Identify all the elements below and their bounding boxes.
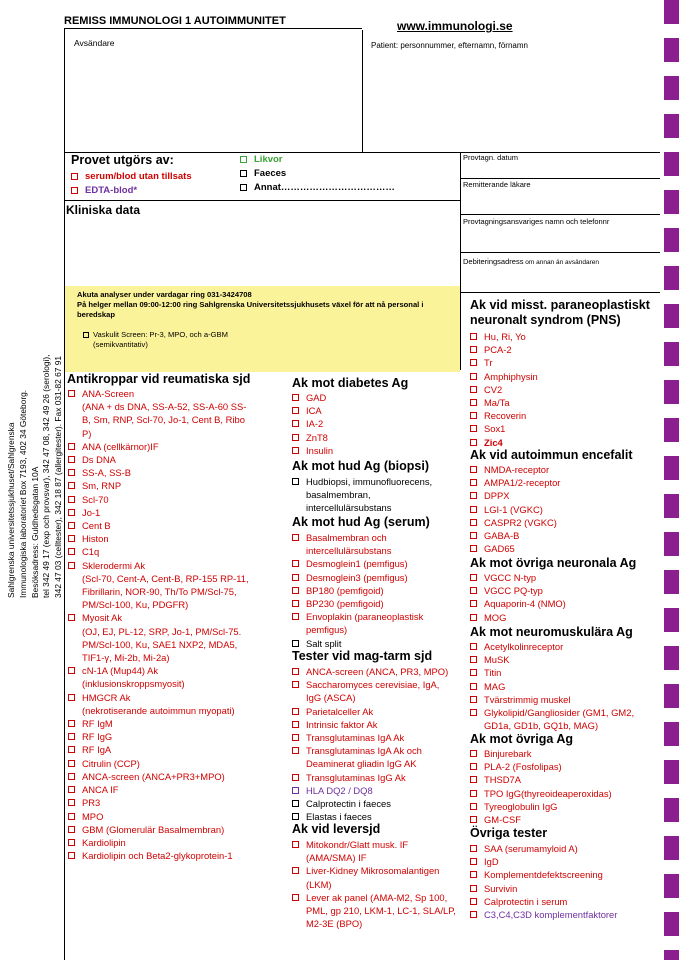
bp230-option[interactable]: BP230 (pemfigoid): [292, 597, 457, 610]
sampling-date-label: Provtagn. datum: [463, 153, 519, 162]
tr-option[interactable]: Tr: [470, 356, 538, 369]
myosit-option[interactable]: Myosit Ak: [68, 611, 254, 624]
ama-sma-option[interactable]: Mitokondr/Glatt musk. IF (AMA/SMA) IF: [292, 838, 457, 864]
likvor-option[interactable]: Likvor: [240, 153, 395, 167]
bp180-option[interactable]: BP180 (pemfigoid): [292, 584, 457, 597]
desmoglein3-option[interactable]: Desmoglein3 (pemfigus): [292, 571, 457, 584]
skin-biopsy-heading: Ak mot hud Ag (biopsi): [292, 459, 430, 473]
parietalceller-option[interactable]: Parietalceller Ak: [292, 705, 457, 718]
urgent-box: [65, 286, 460, 372]
desmoglein1-option[interactable]: Desmoglein1 (pemfigus): [292, 557, 457, 570]
ssa-ssb-option[interactable]: SS-A, SS-B: [68, 466, 254, 479]
gabab-option[interactable]: GABA-B: [470, 529, 560, 542]
vgcc-n-option[interactable]: VGCC N-typ: [470, 571, 566, 584]
anca-screen-option[interactable]: ANCA-screen (ANCA+PR3+MPO): [68, 770, 254, 783]
ampa-option[interactable]: AMPA1/2-receptor: [470, 476, 560, 489]
ana-if-option[interactable]: ANA (cellkärnor)IF: [68, 440, 254, 453]
basalmembran-option[interactable]: Basalmembran och intercellulärsubstans: [292, 531, 457, 557]
insulin-option[interactable]: Insulin: [292, 444, 333, 457]
mpo-option[interactable]: MPO: [68, 810, 254, 823]
kardiolipin-beta2-option[interactable]: Kardiolipin och Beta2-glykoprotein-1: [68, 849, 254, 862]
calprotectin-faeces-option[interactable]: Calprotectin i faeces: [292, 797, 457, 810]
dsdna-option[interactable]: Ds DNA: [68, 453, 254, 466]
rf-igg-option[interactable]: RF IgG: [68, 730, 254, 743]
pns-list: [470, 330, 538, 449]
other-tests-heading: Övriga tester: [470, 826, 548, 840]
patient-label: Patient: personnummer, efternamn, förnamn: [371, 41, 528, 50]
scl70-option[interactable]: Scl-70: [68, 493, 254, 506]
saa-option[interactable]: SAA (serumamyloid A): [470, 842, 617, 855]
ttg-gliadin-option[interactable]: Transglutaminas IgA Ak och Deaminerat gliadin IgG AK: [292, 744, 457, 770]
hmgcr-option[interactable]: HMGCR Ak: [68, 691, 254, 704]
neuronal-list: [470, 571, 566, 624]
sklerodermi-option[interactable]: Sklerodermi Ak: [68, 559, 254, 572]
skin-serum-list: [292, 531, 457, 650]
pr3-option[interactable]: PR3: [68, 796, 254, 809]
skin-serum-heading: Ak mot hud Ag (serum): [292, 515, 430, 529]
znt8-option[interactable]: ZnT8: [292, 431, 333, 444]
other-ag-list: [470, 747, 612, 826]
diabetes-list: [292, 391, 333, 457]
urgent-line-2: På helger mellan 09:00-12:00 ring Sahlgrenska Universitetssjukhusets växel för att nå personal i beredskap: [77, 300, 424, 319]
gi-list: [292, 665, 457, 823]
urgent-line-1: Akuta analyser under vardagar ring 031-3424708: [77, 290, 252, 299]
histon-option[interactable]: Histon: [68, 532, 254, 545]
rheum-list: [68, 387, 254, 862]
ma-ta-option[interactable]: Ma/Ta: [470, 396, 538, 409]
anca-if-option[interactable]: ANCA IF: [68, 783, 254, 796]
other-ag-heading: Ak mot övriga Ag: [470, 732, 574, 746]
intrinsic-factor-option[interactable]: Intrinsic faktor Ak: [292, 718, 457, 731]
komplementfaktorer-option[interactable]: C3,C4,C3D komplementfaktorer: [470, 908, 617, 921]
diabetes-heading: Ak mot diabetes Ag: [292, 376, 409, 390]
elastas-option[interactable]: Elastas i faeces: [292, 810, 457, 823]
gangliosider-option[interactable]: Glykolipid/Gangliosider (GM1, GM2, GD1a, GD1b, GQ1b, MAG): [470, 706, 660, 732]
tvarstrimmig-option[interactable]: Tvärstrimmig muskel: [470, 693, 660, 706]
vasculitis-option[interactable]: Vaskulit Screen: Pr-3, MPO, och a-GBM (semikvantitativ): [77, 330, 448, 350]
gmcsf-option[interactable]: GM-CSF: [470, 813, 612, 826]
faeces-option[interactable]: Faeces: [240, 167, 395, 181]
achr-option[interactable]: Acetylkolinreceptor: [470, 640, 660, 653]
sklerodermi-detail: (Scl-70, Cent-A, Cent-B, RP-155 RP-11, Fibrillarin, NOR-90, Th/To PM/Scl-75, PM/Scl-100, Ku, PDGFR): [82, 572, 249, 611]
myosit-detail: (OJ, EJ, PL-12, SRP, Jo-1, PM/Scl-75. PM/Scl-100, Ku, SAE1 NXP2, MDA5, TIF1-γ, Mi-2b, Mi-2a): [82, 625, 242, 664]
encephalitis-list: [470, 463, 560, 555]
referring-doctor-label: Remitterande läkare: [463, 180, 531, 189]
jo1-option[interactable]: Jo-1: [68, 506, 254, 519]
cn1a-option[interactable]: cN-1A (Mup44) Ak: [68, 664, 254, 677]
clinical-data-heading: Kliniska data: [66, 203, 141, 217]
gi-anca-option[interactable]: ANCA-screen (ANCA, PR3, MPO): [292, 665, 457, 678]
vgcc-pq-option[interactable]: VGCC PQ-typ: [470, 584, 566, 597]
komplementdefekt-option[interactable]: Komplementdefektscreening: [470, 868, 617, 881]
hmgcr-detail: (nekrotiserande autoimmun myopati): [82, 704, 235, 716]
mog-option[interactable]: MOG: [470, 611, 566, 624]
sample-options-right: [240, 153, 395, 195]
gad65-option[interactable]: GAD65: [470, 542, 560, 555]
other-tests-list: [470, 842, 617, 921]
rheum-heading: Antikroppar vid reumatiska sjd: [67, 372, 251, 386]
mag-option[interactable]: MAG: [470, 680, 660, 693]
cn1a-detail: (inklusionskroppsmyosit): [82, 678, 185, 690]
c1q-option[interactable]: C1q: [68, 545, 254, 558]
titin-option[interactable]: Titin: [470, 666, 660, 679]
musk-option[interactable]: MuSK: [470, 653, 660, 666]
ica-option[interactable]: ICA: [292, 404, 333, 417]
neuromuscular-list: [470, 640, 660, 732]
tyreoglobulin-option[interactable]: Tyreoglobulin IgG: [470, 800, 612, 813]
recoverin-option[interactable]: Recoverin: [470, 409, 538, 422]
calprotectin-serum-option[interactable]: Calprotectin i serum: [470, 895, 617, 908]
edta-option[interactable]: EDTA-blod*: [71, 184, 192, 198]
nmda-option[interactable]: NMDA-receptor: [470, 463, 560, 476]
neuronal-heading: Ak mot övriga neuronala Ag: [470, 556, 637, 570]
centb-option[interactable]: Cent B: [68, 519, 254, 532]
thsd7a-option[interactable]: THSD7A: [470, 773, 612, 786]
gad-option[interactable]: GAD: [292, 391, 333, 404]
lkm-option[interactable]: Liver-Kidney Mikrosomalantigen (LKM): [292, 864, 457, 890]
hudbiopsi-option[interactable]: Hudbiopsi, immunofluorecens, basalmembran, intercellulärsubstans: [292, 475, 457, 515]
serum-option[interactable]: serum/blod utan tillsats: [71, 170, 192, 184]
tpo-option[interactable]: TPO IgG(thyreoideaperoxidas): [470, 787, 612, 800]
pns-heading: Ak vid misst. paraneoplastiskt neuronalt syndrom (PNS): [470, 298, 650, 327]
salt-split-option[interactable]: Salt split: [292, 637, 457, 650]
caspr2-option[interactable]: CASPR2 (VGKC): [470, 516, 560, 529]
website-link[interactable]: www.immunologi.se: [397, 19, 513, 33]
dppx-option[interactable]: DPPX: [470, 489, 560, 502]
asca-option[interactable]: Saccharomyces cerevisiae, IgA, IgG (ASCA): [292, 678, 457, 704]
lab-address: Sahlgrenska universitetssjukhuset/Sahlgrenska Immunologiska laboratoriet Box 7193, 402 34 Göteborg. Besöksadress: Guldhedsgatan 10A tel 342 49 17 (exp och provsvar), 342 47 08, 342 49 26 (serologi), 342 47 03 (celltester), 342 18 87 (allergitester). Fax 031-82 67 91: [6, 354, 64, 598]
sample-heading: Provet utgörs av:: [71, 153, 174, 167]
survivin-option[interactable]: Survivin: [470, 882, 617, 895]
binjurebark-option[interactable]: Binjurebark: [470, 747, 612, 760]
gbm-option[interactable]: GBM (Glomerulär Basalmembran): [68, 823, 254, 836]
ttg-igg-option[interactable]: Transglutaminas IgG Ak: [292, 771, 457, 784]
pla2-option[interactable]: PLA-2 (Fosfolipas): [470, 760, 612, 773]
zic4-option[interactable]: Zic4: [470, 436, 538, 449]
ana-screen-option[interactable]: ANA-Screen: [68, 387, 254, 400]
lever-panel-option[interactable]: Lever ak panel (AMA-M2, Sp 100, PML, gp 210, LKM-1, LC-1, SLA/LP, M2-3E (BPO): [292, 891, 457, 931]
form-title: REMISS IMMUNOLOGI 1 AUTOIMMUNITET: [64, 15, 286, 27]
encephalitis-heading: Ak vid autoimmun encefalit: [470, 448, 633, 462]
pca2-option[interactable]: PCA-2: [470, 343, 538, 356]
kardiolipin-option[interactable]: Kardiolipin: [68, 836, 254, 849]
sample-options-left: [71, 170, 192, 198]
rf-igm-option[interactable]: RF IgM: [68, 717, 254, 730]
citrulin-option[interactable]: Citrulin (CCP): [68, 757, 254, 770]
hu-ri-yo-option[interactable]: Hu, Ri, Yo: [470, 330, 538, 343]
cv2-option[interactable]: CV2: [470, 383, 538, 396]
liver-heading: Ak vid leversjd: [292, 822, 381, 836]
sender-label: Avsändare: [74, 38, 115, 48]
ia2-option[interactable]: IA-2: [292, 417, 333, 430]
annat-option[interactable]: Annat………………………………: [240, 181, 395, 195]
ttg-iga-option[interactable]: Transglutaminas IgA Ak: [292, 731, 457, 744]
neuromuscular-heading: Ak mot neuromuskulära Ag: [470, 625, 633, 639]
billing-address-label: Debiteringsadress om annan än avsändaren: [463, 257, 599, 266]
sampling-responsible-label: Provtagningsansvariges namn och telefonnr: [463, 217, 610, 226]
amphiphysin-option[interactable]: Amphiphysin: [470, 370, 538, 383]
liver-list: [292, 838, 457, 930]
hla-dq-option[interactable]: HLA DQ2 / DQ8: [292, 784, 457, 797]
gi-heading: Tester vid mag-tarm sjd: [292, 649, 433, 663]
envoplakin-option[interactable]: Envoplakin (paraneoplastisk pemfigus): [292, 610, 457, 636]
igd-option[interactable]: IgD: [470, 855, 617, 868]
ana-screen-detail: (ANA + ds DNA, SS-A-52, SS-A-60 SS-B, Sm, RNP, Scl-70, Jo-1, Cent B, Ribo P): [82, 401, 247, 439]
lgi1-option[interactable]: LGI-1 (VGKC): [470, 503, 560, 516]
rf-iga-option[interactable]: RF IgA: [68, 743, 254, 756]
sm-rnp-option[interactable]: Sm, RNP: [68, 479, 254, 492]
sox1-option[interactable]: Sox1: [470, 422, 538, 435]
skin-biopsy-list: [292, 475, 457, 515]
aquaporin-option[interactable]: Aquaporin-4 (NMO): [470, 597, 566, 610]
